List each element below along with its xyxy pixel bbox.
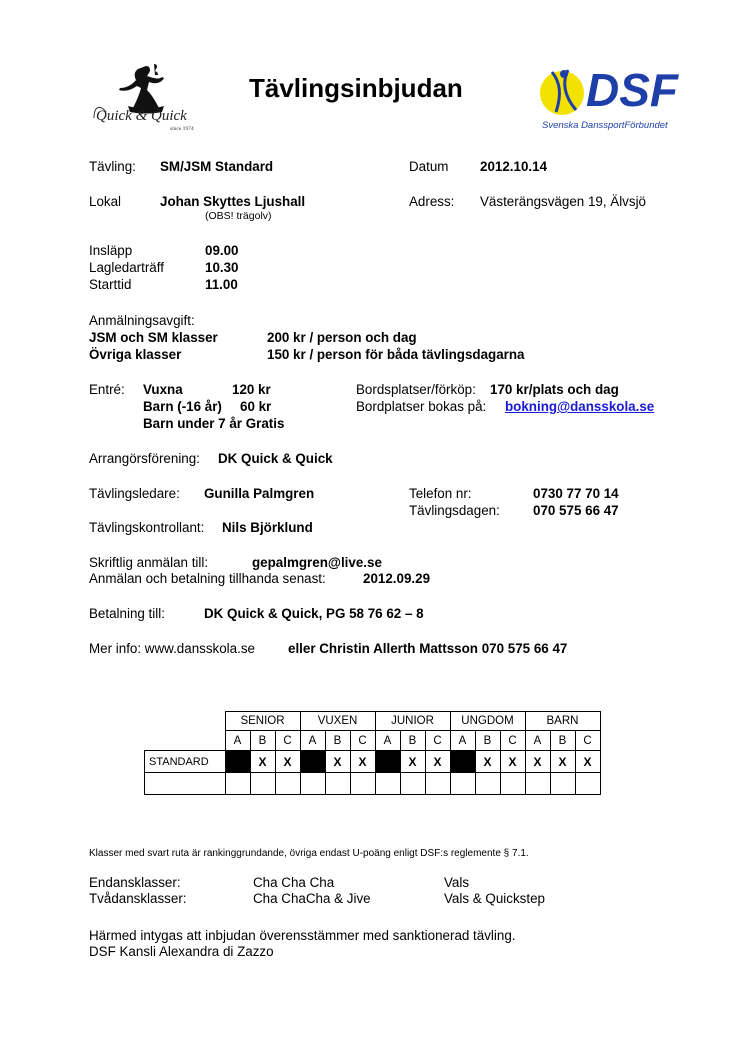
bord-value: 170 kr/plats och dag bbox=[490, 382, 619, 397]
dag-label: Tävlingsdagen: bbox=[409, 503, 500, 518]
lokal-label: Lokal bbox=[89, 194, 122, 209]
time-label: Insläpp bbox=[89, 243, 133, 258]
sub-header: B bbox=[550, 731, 575, 751]
tvadans-2: Vals & Quickstep bbox=[444, 891, 545, 906]
ranking-cell-black bbox=[300, 751, 325, 773]
class-cell: X bbox=[350, 751, 375, 773]
dsf-name: DSF bbox=[586, 64, 678, 116]
endans-1: Cha Cha Cha bbox=[253, 875, 335, 890]
deadline-label: Anmälan och betalning tillhanda senast: bbox=[89, 571, 326, 586]
class-table bbox=[144, 711, 601, 795]
kontrollant-label: Tävlingskontrollant: bbox=[89, 520, 205, 535]
class-cell: X bbox=[550, 751, 575, 773]
empty-cell bbox=[550, 773, 575, 795]
empty-cell bbox=[475, 773, 500, 795]
group-header: BARN bbox=[525, 712, 600, 731]
time-label: Lagledarträff bbox=[89, 260, 164, 275]
bord-label: Bordsplatser/förköp: bbox=[356, 382, 476, 397]
sub-header: C bbox=[350, 731, 375, 751]
entre-barn: Barn (-16 år) bbox=[143, 399, 222, 414]
tavling-value: SM/JSM Standard bbox=[160, 159, 274, 174]
ranking-cell-black bbox=[375, 751, 400, 773]
ranking-cell-black bbox=[450, 751, 475, 773]
closing-line2: DSF Kansli Alexandra di Zazzo bbox=[89, 944, 274, 959]
lokal-note: (OBS! trägolv) bbox=[205, 210, 272, 222]
sub-header: A bbox=[375, 731, 400, 751]
sub-header: B bbox=[250, 731, 275, 751]
lokal-value: Johan Skyttes Ljushall bbox=[160, 194, 306, 209]
group-header: SENIOR bbox=[225, 712, 300, 731]
class-cell: X bbox=[525, 751, 550, 773]
tvadans-label: Tvådansklasser: bbox=[89, 891, 187, 906]
betalning-value: DK Quick & Quick, PG 58 76 62 – 8 bbox=[204, 606, 424, 621]
ledare-label: Tävlingsledare: bbox=[89, 486, 180, 501]
adress-value: Västerängsvägen 19, Älvsjö bbox=[480, 194, 646, 209]
class-cell: X bbox=[425, 751, 450, 773]
empty-cell bbox=[300, 773, 325, 795]
time-value: 09.00 bbox=[205, 243, 239, 258]
class-cell: X bbox=[325, 751, 350, 773]
table-row-standard bbox=[145, 751, 601, 773]
datum-label: Datum bbox=[409, 159, 449, 174]
sub-header: A bbox=[450, 731, 475, 751]
empty-cell bbox=[450, 773, 475, 795]
datum-value: 2012.10.14 bbox=[480, 159, 548, 174]
dsf-logo bbox=[538, 66, 698, 136]
anmalan-value: gepalmgren@live.se bbox=[252, 555, 382, 570]
fee-label: Övriga klasser bbox=[89, 347, 182, 362]
empty-cell bbox=[425, 773, 450, 795]
time-value: 10.30 bbox=[205, 260, 239, 275]
entre-vuxna-price: 120 kr bbox=[232, 382, 271, 397]
dsf-subtitle: Svenska DanssportFörbundet bbox=[542, 120, 668, 131]
betalning-label: Betalning till: bbox=[89, 606, 165, 621]
fee-value: 200 kr / person och dag bbox=[267, 330, 417, 345]
footnote: Klasser med svart ruta är rankinggrundande, övriga endast U-poäng enligt DSF:s reglemente § 7.1. bbox=[89, 848, 529, 859]
group-header: UNGDOM bbox=[450, 712, 525, 731]
empty-cell bbox=[500, 773, 525, 795]
logo-since: since 1974 bbox=[170, 126, 194, 132]
endans-label: Endansklasser: bbox=[89, 875, 181, 890]
fee-label: JSM och SM klasser bbox=[89, 330, 218, 345]
dag-value: 070 575 66 47 bbox=[533, 503, 619, 518]
arrangor-label: Arrangörsförening: bbox=[89, 451, 200, 466]
deadline-value: 2012.09.29 bbox=[363, 571, 431, 586]
empty-cell bbox=[375, 773, 400, 795]
entre-barn-price: 60 kr bbox=[240, 399, 272, 414]
bokning-email-link[interactable]: bokning@dansskola.se bbox=[505, 399, 655, 414]
kontrollant-value: Nils Björklund bbox=[222, 520, 313, 535]
class-cell: X bbox=[575, 751, 600, 773]
sub-header: B bbox=[400, 731, 425, 751]
sub-header: C bbox=[275, 731, 300, 751]
tel-label: Telefon nr: bbox=[409, 486, 472, 501]
class-cell: X bbox=[500, 751, 525, 773]
empty-cell bbox=[275, 773, 300, 795]
fee-value: 150 kr / person för båda tävlingsdagarna bbox=[267, 347, 525, 362]
page-title: Tävlingsinbjudan bbox=[249, 73, 463, 103]
adress-label: Adress: bbox=[409, 194, 455, 209]
sub-header: A bbox=[300, 731, 325, 751]
merinfo-label: Mer info: www.dansskola.se bbox=[89, 641, 255, 656]
class-cell: X bbox=[275, 751, 300, 773]
class-cell: X bbox=[475, 751, 500, 773]
tvadans-1: Cha ChaCha & Jive bbox=[253, 891, 371, 906]
empty-cell bbox=[400, 773, 425, 795]
endans-2: Vals bbox=[444, 875, 470, 890]
empty-cell bbox=[250, 773, 275, 795]
fees-heading: Anmälningsavgift: bbox=[89, 313, 195, 328]
closing-line1: Härmed intygas att inbjudan överensstämmer med sanktionerad tävling. bbox=[89, 928, 516, 943]
arrangor-value: DK Quick & Quick bbox=[218, 451, 333, 466]
sub-header: B bbox=[475, 731, 500, 751]
time-label: Starttid bbox=[89, 277, 132, 292]
entre-label: Entré: bbox=[89, 382, 125, 397]
tavling-label: Tävling: bbox=[89, 159, 136, 174]
empty-cell bbox=[575, 773, 600, 795]
table-row-empty bbox=[145, 773, 601, 795]
sub-header: C bbox=[575, 731, 600, 751]
anmalan-label: Skriftlig anmälan till: bbox=[89, 555, 209, 570]
sub-header: A bbox=[225, 731, 250, 751]
bokas-label: Bordplatser bokas på: bbox=[356, 399, 487, 414]
group-header: VUXEN bbox=[300, 712, 375, 731]
empty-cell bbox=[525, 773, 550, 795]
class-cell: X bbox=[400, 751, 425, 773]
empty-cell bbox=[225, 773, 250, 795]
logo-name: Quick & Quick bbox=[96, 108, 187, 124]
sub-header: A bbox=[525, 731, 550, 751]
class-cell: X bbox=[250, 751, 275, 773]
empty-cell bbox=[325, 773, 350, 795]
entre-under7: Barn under 7 år Gratis bbox=[143, 416, 285, 431]
ledare-value: Gunilla Palmgren bbox=[204, 486, 315, 501]
group-header: JUNIOR bbox=[375, 712, 450, 731]
row-label: STANDARD bbox=[145, 751, 226, 773]
sub-header: C bbox=[425, 731, 450, 751]
ranking-cell-black bbox=[225, 751, 250, 773]
time-value: 11.00 bbox=[205, 277, 238, 292]
merinfo-value: eller Christin Allerth Mattsson 070 575 66 47 bbox=[288, 641, 568, 656]
sub-header: B bbox=[325, 731, 350, 751]
quick-quick-logo bbox=[88, 62, 208, 137]
entre-vuxna: Vuxna bbox=[143, 382, 183, 397]
empty-cell bbox=[350, 773, 375, 795]
tel-value: 0730 77 70 14 bbox=[533, 486, 619, 501]
sub-header: C bbox=[500, 731, 525, 751]
